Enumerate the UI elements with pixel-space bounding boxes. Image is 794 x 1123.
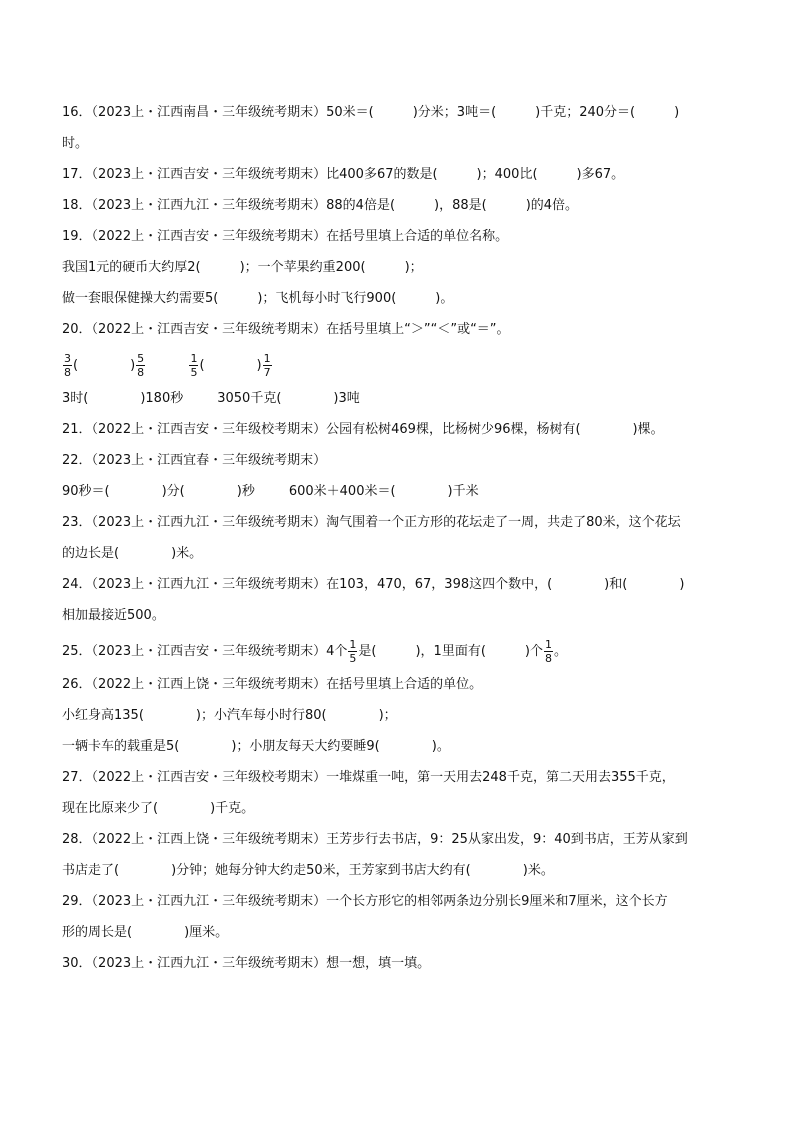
question-29-line-1: 29．（2023上・江西九江・三年级统考期末）一个长方形它的相邻两条边分别长9厘米和7厘米，这个长方	[62, 894, 668, 909]
question-16-line-1: 16．（2023上・江西南昌・三年级统考期末）50米＝( )分米；3吨＝( )千克；240分＝( )	[62, 105, 680, 120]
fraction-1-7: $\frac{1}{7}$	[263, 352, 271, 379]
question-23-line-1: 23．（2023上・江西九江・三年级统考期末）淘气围着一个正方形的花坛走了一周，共走了80米，这个花坛	[62, 515, 681, 530]
fraction-1-8: $\frac{1}{8}$	[544, 638, 552, 665]
question-26-line-1: 小红身高135( )；小汽车每小时行80( )；	[62, 708, 397, 723]
question-17: 17．（2023上・江西吉安・三年级统考期末）比400多67的数是( )；400比( )多67。	[62, 167, 625, 182]
question-28-line-2: 书店走了( )分钟；她每分钟大约走50米，王芳家到书店大约有( )米。	[62, 863, 554, 878]
question-24-line-1: 24．（2023上・江西九江・三年级统考期末）在103，470，67，398这四个数中，( )和( )	[62, 577, 685, 592]
question-22-title: 22．（2023上・江西宜春・三年级统考期末）	[62, 453, 327, 468]
question-20-title: 20．（2022上・江西吉安・三年级统考期末）在括号里填上“＞”“＜”或“＝”。	[62, 322, 510, 337]
question-19-title: 19．（2022上・江西吉安・三年级统考期末）在括号里填上合适的单位名称。	[62, 229, 509, 244]
fraction-1-5: $\frac{1}{5}$	[190, 352, 198, 379]
question-18: 18．（2023上・江西九江・三年级统考期末）88的4倍是( )，88是( )的4倍。	[62, 198, 579, 213]
question-26-title: 26．（2022上・江西上饶・三年级统考期末）在括号里填上合适的单位。	[62, 677, 483, 692]
question-21: 21．（2022上・江西吉安・三年级校考期末）公园有松树469棵，比杨树少96棵，杨树有( )棵。	[62, 422, 664, 437]
question-29-line-2: 形的周长是( )厘米。	[62, 925, 229, 940]
question-20-fractions	[62, 348, 742, 386]
question-26-line-2: 一辆卡车的载重是5( )；小朋友每天大约要睡9( )。	[62, 739, 450, 754]
question-19-line-1: 我国1元的硬币大约厚2( )；一个苹果约重200( )；	[62, 260, 423, 275]
question-23-line-2: 的边长是( )米。	[62, 546, 203, 561]
question-27-line-2: 现在比原来少了( )千克。	[62, 801, 255, 816]
worksheet	[62, 100, 742, 982]
fraction-3-8: $\frac{3}{8}$	[64, 352, 71, 379]
question-27-line-1: 27．（2022上・江西吉安・三年级校考期末）一堆煤重一吨，第一天用去248千克，第二天用去355千克，	[62, 770, 675, 785]
question-19-line-2: 做一套眼保健操大约需要5( )；飞机每小时飞行900( )。	[62, 291, 454, 306]
fraction-1-5: $\frac{1}{5}$	[349, 638, 357, 665]
question-28-line-1: 28．（2022上・江西上饶・三年级统考期末）王芳步行去书店，9：25从家出发，9：40到书店，王芳从家到	[62, 832, 688, 847]
compare-blank: ( )	[73, 358, 136, 373]
question-25: 25．（2023上・江西吉安・三年级统考期末）4个 $\frac{1}{5}$ 是( )，1里面有( )个 $\frac{1}{8}$ 。	[62, 638, 567, 665]
question-30: 30．（2023上・江西九江・三年级统考期末）想一想，填一填。	[62, 956, 431, 971]
question-24-line-2: 相加最接近500。	[62, 608, 165, 623]
question-22-line: 90秒＝( )分( )秒 600米＋400米＝( )千米	[62, 484, 479, 499]
question-20-line-2: 3时( )180秒 3050千克( )3吨	[62, 391, 360, 406]
compare-blank: ( )	[199, 358, 262, 373]
question-16-line-2: 时。	[62, 136, 89, 151]
fraction-5-8: $\frac{5}{8}$	[137, 352, 145, 379]
